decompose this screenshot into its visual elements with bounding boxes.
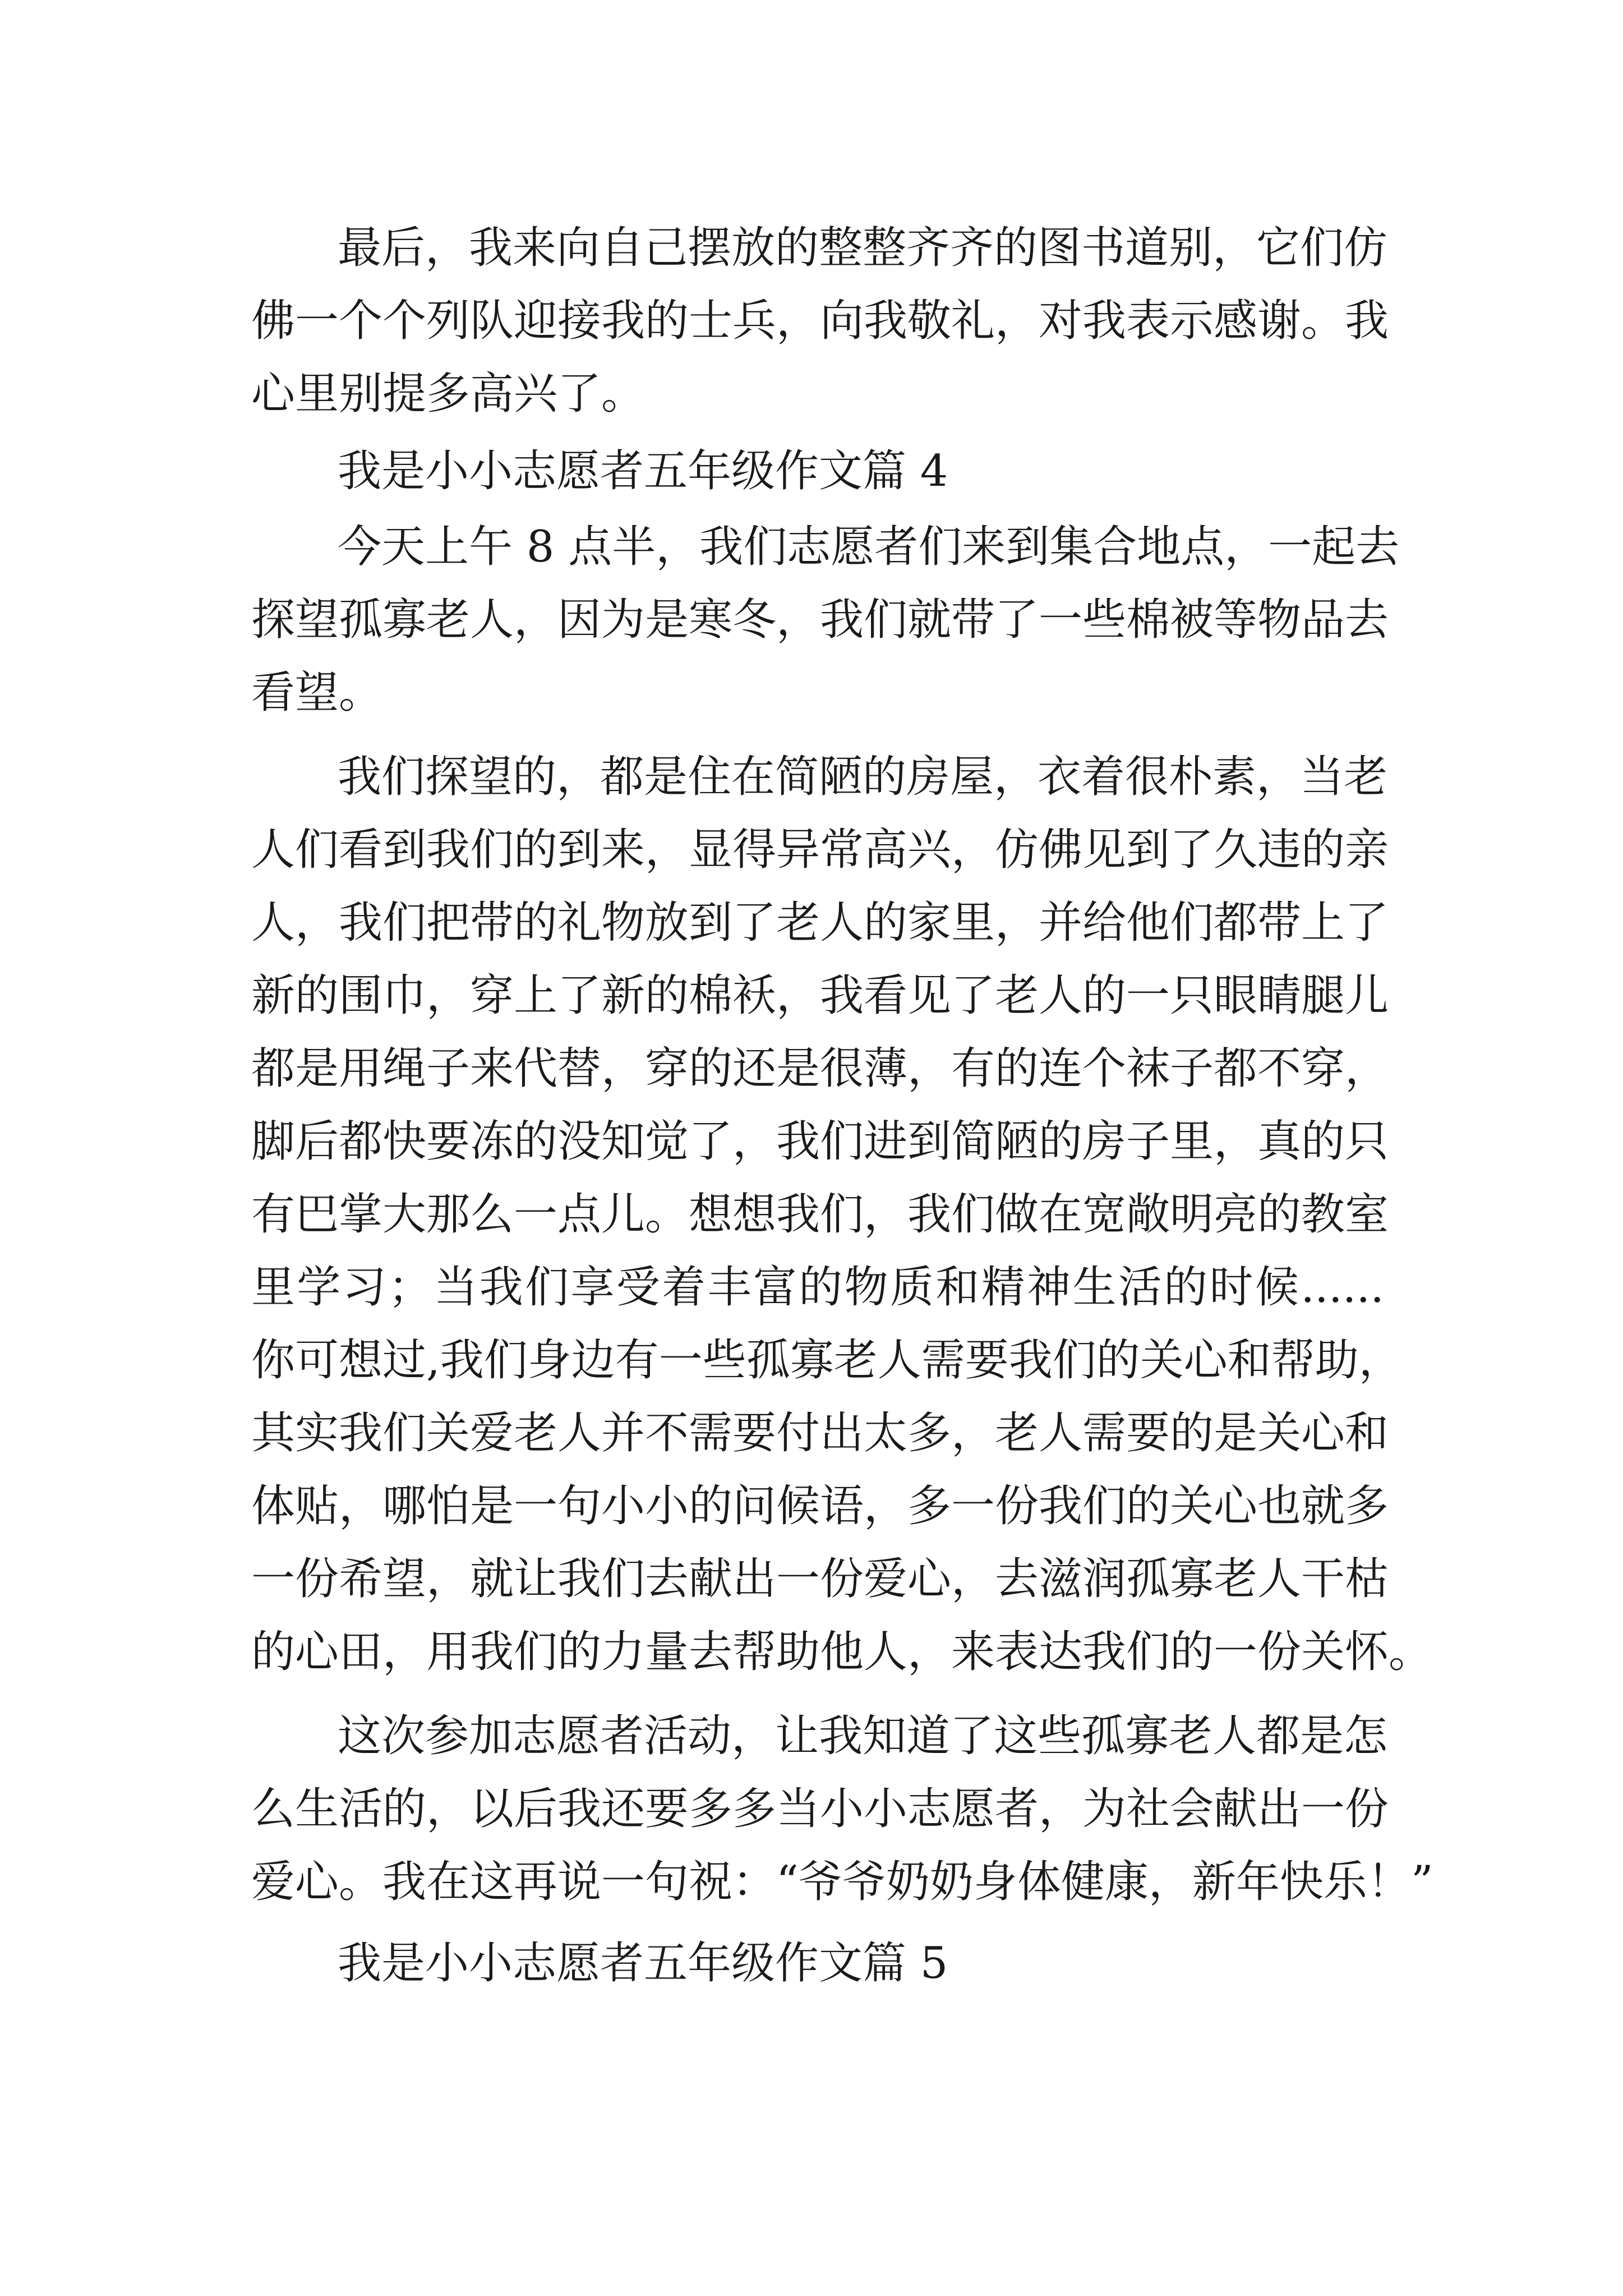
paragraph-line: 人们看到我们的到来，显得异常高兴，仿佛见到了久违的亲 [251,825,1389,875]
paragraph-line: 我们探望的，都是住在简陋的房屋，衣着很朴素，当老 [338,752,1388,802]
paragraph-line: 爱心。我在这再说一句祝：“爷爷奶奶身体健康，新年快乐！” [251,1857,1433,1907]
paragraph-line: 脚后都快要冻的没知觉了，我们进到简陋的房子里，真的只 [251,1116,1389,1167]
paragraph-line: 你可想过,我们身边有一些孤寡老人需要我们的关心和帮助， [251,1335,1403,1386]
paragraph-line: 这次参加志愿者活动，让我知道了这些孤寡老人都是怎 [338,1711,1388,1761]
paragraph-line: 新的围巾，穿上了新的棉袄，我看见了老人的一只眼睛腿儿 [251,970,1389,1021]
paragraph-line: 人，我们把带的礼物放到了老人的家里，并给他们都带上了 [251,898,1389,948]
paragraph-line: 探望孤寡老人，因为是寒冬，我们就带了一些棉被等物品去 [251,595,1389,645]
paragraph-line: 最后，我来向自己摆放的整整齐齐的图书道别，它们仿 [338,223,1388,273]
paragraph-line: 今天上午 8 点半，我们志愿者们来到集合地点，一起去 [338,522,1400,572]
paragraph-line: 都是用绳子来代替，穿的还是很薄，有的连个袜子都不穿， [251,1043,1389,1094]
section-heading: 我是小小志愿者五年级作文篇 4 [338,446,948,496]
paragraph-line: 里学习；当我们享受着丰富的物质和精神生活的时候...... [251,1262,1384,1313]
paragraph-line: 佛一个个列队迎接我的士兵，向我敬礼，对我表示感谢。我 [251,296,1389,346]
paragraph-line: 一份希望，就让我们去献出一份爱心，去滋润孤寡老人干枯 [251,1554,1389,1604]
paragraph-line: 看望。 [251,668,383,718]
paragraph-line: 体贴，哪怕是一句小小的问候语，多一份我们的关心也就多 [251,1481,1389,1531]
paragraph-line: 心里别提多高兴了。 [251,369,645,419]
paragraph-line: 有巴掌大那么一点儿。想想我们，我们做在宽敞明亮的教室 [251,1189,1389,1240]
paragraph-line: 其实我们关爱老人并不需要付出太多，老人需要的是关心和 [251,1408,1389,1458]
paragraph-line: 的心田，用我们的力量去帮助他人，来表达我们的一份关怀。 [251,1627,1433,1677]
section-heading: 我是小小志愿者五年级作文篇 5 [338,1938,948,1989]
paragraph-line: 么生活的，以后我还要多多当小小志愿者，为社会献出一份 [251,1784,1389,1834]
